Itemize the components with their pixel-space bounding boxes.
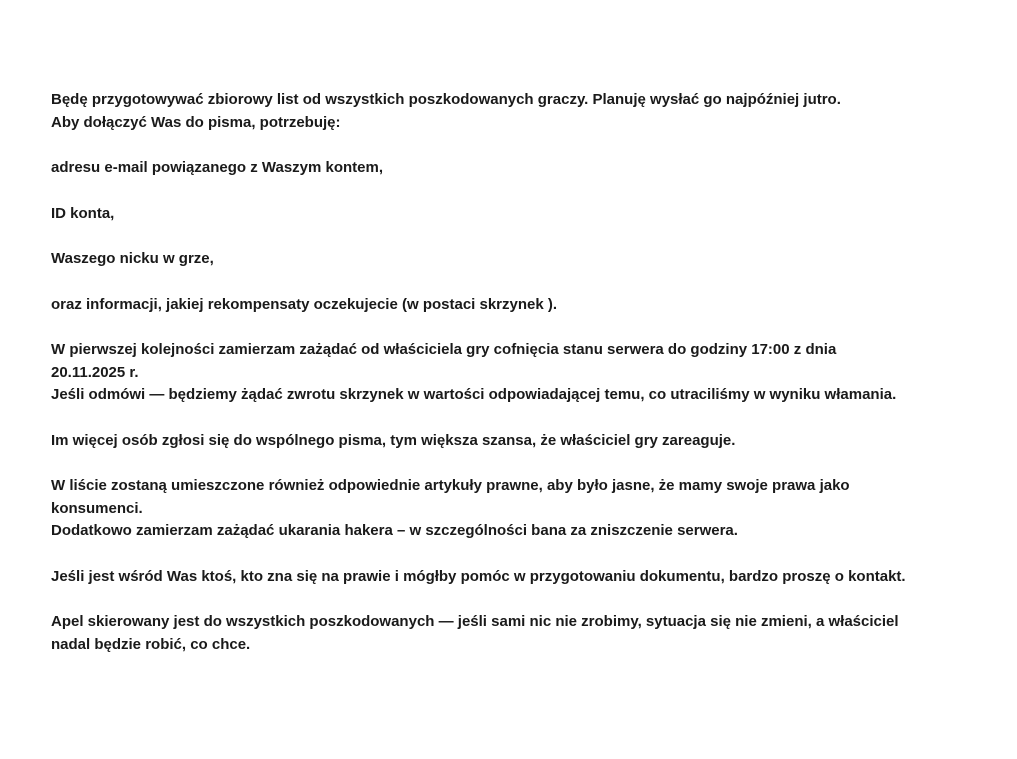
requirement-account-id: ID konta, [51, 204, 115, 222]
plan-line: W pierwszej kolejności zamierzam zażądać od właściciela gry cofnięcia stanu serwera do godziny 17:00 z dnia [51, 341, 837, 358]
legal-line: W liście zostaną umieszczone również odpowiednie artykuły prawne, aby było jasne, że mamy swoje prawa jako [51, 477, 850, 494]
legal-paragraph [51, 475, 991, 543]
plan-line: Jeśli odmówi — będziemy żądać zwrotu skrzynek w wartości odpowiadającej temu, co utraciliśmy w wyniku włamania. [51, 386, 897, 403]
help-request-paragraph: Jeśli jest wśród Was ktoś, kto zna się na prawie i mógłby pomóc w przygotowaniu dokumentu, bardzo proszę o kontakt. [51, 567, 906, 585]
appeal-line: Apel skierowany jest do wszystkich poszkodowanych — jeśli sami nic nie zrobimy, sytuacja się nie zmieni, a właściciel [51, 613, 899, 630]
intro-line: Będę przygotowywać zbiorowy list od wszystkich poszkodowanych graczy. Planuję wysłać go najpóźniej jutro. [51, 91, 841, 108]
requirement-email: adresu e-mail powiązanego z Waszym kontem, [51, 159, 384, 176]
intro-paragraph [51, 89, 991, 134]
plan-paragraph [51, 339, 991, 407]
requirement-compensation: oraz informacji, jakiej rekompensaty oczekujecie (w postaci skrzynek ). [51, 295, 558, 313]
document-body [51, 89, 991, 656]
legal-line: Dodatkowo zamierzam zażądać ukarania hakera – w szczególności bana za zniszczenie serwera. [51, 522, 738, 539]
legal-line: konsumenci. [51, 499, 143, 517]
appeal-line: nadal będzie robić, co chce. [51, 635, 251, 653]
intro-line: Aby dołączyć Was do pisma, potrzebuję: [51, 113, 341, 131]
more-people-paragraph: Im więcej osób zgłosi się do wspólnego pisma, tym większa szansa, że właściciel gry zareaguje. [51, 431, 736, 449]
requirement-nickname: Waszego nicku w grze, [51, 250, 214, 267]
plan-line: 20.11.2025 r. [51, 363, 139, 381]
appeal-paragraph [51, 611, 991, 656]
